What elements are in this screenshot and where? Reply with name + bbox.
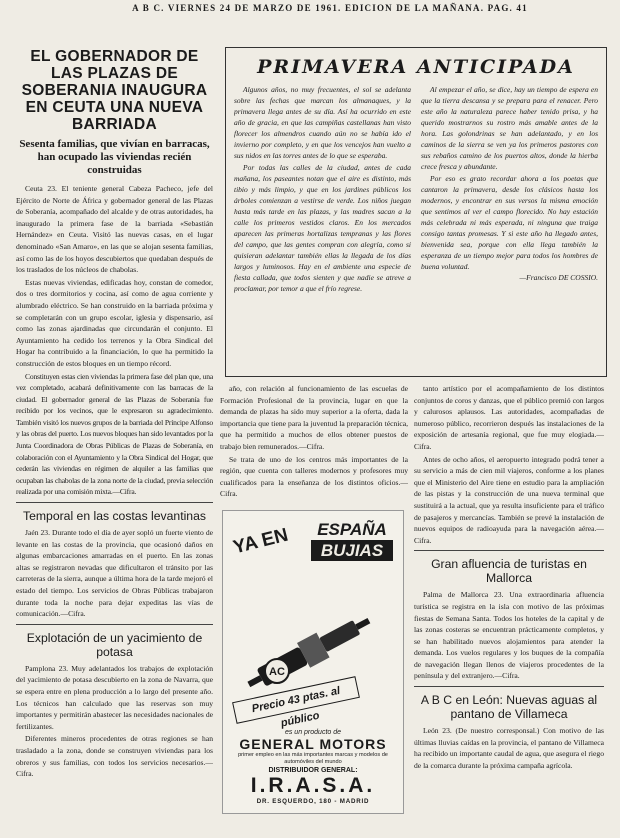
ad-plug-brand: AC xyxy=(269,665,285,678)
page-masthead: A B C. VIERNES 24 DE MARZO DE 1961. EDICION DE LA MAÑANA. PAG. 41 xyxy=(132,3,528,13)
feature-title: PRIMAVERA ANTICIPADA xyxy=(257,56,575,78)
article-headline: Explotación de un yacimiento de potasa xyxy=(26,630,203,659)
article-paragraph: León 23. (De nuestro corresponsal.) Con motivo de las últimas lluvias caídas en la provincia, el pantano de Villameca ha recibido un importante caudal de agua, que asegura el riego de la comarca durante la próxima campaña agrícola. xyxy=(414,726,604,770)
ad-distributor-name: I.R.A.S.A. xyxy=(250,773,376,797)
article-paragraph: año, con relación al funcionamiento de las escuelas de Formación Profesional de la provincia, lugar en que la demanda de plazas ha sido muy superior a la oferta, dada la importancia que tiene para la juventud la preparación técnica, que ha permitido a muchos de ellos obtener puestos de trabajo bien remunerados.—Cifra. xyxy=(220,384,408,451)
article-headline: Temporal en las costas levantinas xyxy=(23,509,206,524)
spark-plug-advertisement xyxy=(222,510,404,814)
ad-header xyxy=(229,517,397,609)
article-headline: Gran afluencia de turistas en Mallorca xyxy=(431,557,587,586)
article-paragraph: Diferentes mineros procedentes de otras regiones se han trasladado a la zona, donde se construyen viviendas para los obreros y sus familias, con todos los servicios necesarios.—Cifra. xyxy=(16,734,213,779)
feature-column-left xyxy=(234,84,411,366)
ad-product-of: es un producto de xyxy=(284,728,342,736)
column-divider xyxy=(16,502,213,503)
feature-box xyxy=(225,47,607,377)
article-paragraph: tanto artístico por el acompañamiento de los distintos conjuntos de coros y danzas, que el público premió con largos y calurosos aplausos. Las autoridades, acompañadas de numeroso público, recorrieron después las instalaciones de la exposición de artesanía regional, que fue muy elogiada.—Cifra. xyxy=(414,384,604,451)
article-paragraph: Jaén 23. Durante todo el día de ayer sopló un fuerte viento de levante en las costas de la provincia, que ocasionó daños en algunas embarcaciones amarradas en el puerto. En las zonas altas se registraron nevadas que dificultaron el tránsito por las carreteras de la sierra, aunque a última hora de la tarde mejoró el estado del tiempo. Los servicios de Obras Públicas trabajaron durante toda la noche para dejar expeditas las vías de comunicación.—Cifra. xyxy=(16,528,213,619)
ad-address: DR. ESQUERDO, 180 - MADRID xyxy=(256,797,370,805)
feature-paragraph: Por todas las calles de la ciudad, antes de cada mañana, los paseantes notan que el aire es distinto, más tibio y más limpio, y que en los jardines públicos los árboles comienzan a vestirse de verde. Los niños juegan hasta más tarde en las plazas, y las madres sacan a la calle los primeros vestidos claros. En los mercados aparecen las primeras hortalizas tempranas y las flores del campo, que las gentes compran con alegría, como si quisieran adelantar también ellas la llegada de los días largos y luminosos. Hay en el ambiente una especie de fiesta callada, que todos sienten y que nadie se atreve a proclamar, por temor a que el frío regrese. xyxy=(234,163,411,293)
article-paragraph: Se trata de uno de los centros más importantes de la región, que cuenta con talleres modernos y profesores muy cualificados para la enseñanza de los distintos oficios.—Cifra. xyxy=(220,454,408,499)
article-headline: A B C en León: Nuevas aguas al pantano de Villameca xyxy=(420,693,598,722)
article-paragraph: Estas nuevas viviendas, edificadas hoy, constan de comedor, dos o tres dormitorios y cocina, así como de agua corriente y alumbrado eléctrico. Se han construido en la barriada próxima y se completarán con un grupo escolar, iglesia y dispensario, así como las zonas ajardinadas que circundarán el conjunto. El Ayuntamiento ha cedido los terrenos y la Obra Sindical del Hogar ha contribuido a la financiación, lo que ha permitido la construcción de estos bloques en un tiempo récord. xyxy=(16,277,213,368)
column-divider xyxy=(16,624,213,625)
ad-footer xyxy=(223,729,403,805)
article-paragraph: Ceuta 23. El teniente general Cabeza Pacheco, jefe del Ejército de Norte de África y gobernador general de las Plazas de Soberanía, acompañado del alcalde y de otras autoridades, ha inaugurado la primera fase de la barriada «Sebastián Hernández» en Ceuta. Visitó las nuevas casas, en el lugar denominado «San Amaro», en las que se alojan sesenta familias, así como las de los hoyos descubiertos que quedaban después de los traslados de los núcleos de chabolas. xyxy=(16,184,213,275)
ad-espana-block xyxy=(311,519,393,561)
ad-tagline: primer empleo en las más importantes marcas y modelos de automóviles del mundo xyxy=(238,751,388,765)
article-paragraph: Pamplona 23. Muy adelantados los trabajos de explotación del yacimiento de potasa descubierto en la zona de Navarra, que se espera entre en plena producción a lo largo del presente año. Los técnicos han calculado que las reservas son muy importantes y permitirán abastecer las necesidades nacionales de fertilizantes. xyxy=(16,663,213,731)
column-divider xyxy=(414,550,604,551)
ad-ya-en: YA EN xyxy=(231,524,291,559)
ad-espana: ESPAÑA xyxy=(317,519,387,539)
column-divider xyxy=(414,686,604,687)
feature-paragraph: Al empezar el año, se dice, hay un tiempo de espera en que la tierra descansa y se prepara para el renacer. Pero este año la naturaleza parece haber tenido prisa, y ha querido mostrarnos su rostro más amable antes de la hora. Las golondrinas se han adelantado, y en los caminos de la sierra se ven ya los primeros pastores con sus rebaños camino de los puertos altos, donde la hierba crece fresca y abundante. xyxy=(421,85,598,171)
ad-bujias: BUJIAS xyxy=(311,540,393,561)
feature-paragraph: Por eso es grato recordar ahora a los poetas que cantaron la primavera, desde los clásicos hasta los modernos, y encontrar en sus versos la misma emoción que sentimos al ver el campo florecido. No hay estación más celebrada ni más esperada, ni ninguna que traiga consigo tantas promesas. Y si este año ha llegado antes, bienvenida sea, porque con ella llega también la esperanza de un tiempo mejor para todos los hombres de buena voluntad. xyxy=(421,174,598,271)
ad-price-tag: Precio 43 ptas. al público xyxy=(232,676,360,724)
article-paragraph: Antes de ocho años, el aeropuerto integrado podrá tener a su servicio a más de cien mil viajeros, conforme a los planes que el Ministerio del Aire tiene en estudio para la ampliación de las pistas y la construcción de una nueva terminal que sustituirá a la actual, que ya resulta insuficiente para el tráfico de pasajeros y mercancías. También se prevé la instalación de nuevos equipos de radioayuda para la navegación aérea.—Cifra. xyxy=(414,454,604,545)
feature-signature: —Francisco DE COSSIO. xyxy=(519,273,598,282)
ad-distributor-label: DISTRIBUIDOR GENERAL: xyxy=(268,766,358,774)
article-headline: EL GOBERNADOR DE LAS PLAZAS DE SOBERANIA INAUGURA EN CEUTA UNA NUEVA BARRIADA xyxy=(21,48,208,133)
ad-general-motors: GENERAL MOTORS xyxy=(239,735,387,752)
spark-plug-icon xyxy=(237,607,387,697)
feature-columns xyxy=(234,84,598,366)
article-paragraph: Palma de Mallorca 23. Una extraordinaria afluencia turística se registra en la isla con motivo de las próximas fiestas de Semana Santa. Todos los hoteles de la capital y de las zonas costeras se encuentran prácticamente completos, y se han habilitado nuevos alojamientos para atender la demanda. Los vuelos regulares y los buques de la compañía de navegación llegan llenos de viajeros procedentes de la península y del extranjero.—Cifra. xyxy=(414,590,604,681)
article-paragraph: Constituyen estas cien viviendas la primera fase del plan que, una vez completado, acabará definitivamente con las barracas de la ciudad. El gobernador general de las Plazas de Soberanía fue recibido por los vecinos, que le expresaron su agradecimiento. También visitó los nuevos grupos de la barriada del Príncipe Alfonso y las obras del puerto. Los nuevos bloques han sido levantados por la Junta Coordinadora de Obras Públicas de Plazas de Soberanía, en colaboración con el Ayuntamiento y la Obra Sindical del Hogar, que cederán las viviendas en régimen de alquiler a las familias que ocupaban las chabolas de la zona norte de la ciudad, previa selección realizada por una comisión mixta.—Cifra. xyxy=(16,371,213,497)
article-subheadline: Sesenta familias, que vivían en barracas, han ocupado las viviendas recién construidas xyxy=(19,138,210,176)
left-column xyxy=(16,48,213,838)
feature-column-right xyxy=(421,84,598,366)
feature-paragraph: Algunos años, no muy frecuentes, el sol se adelanta sobre las fechas que marcan los almanaques, y la primavera llega antes de su día. Así ha ocurrido en este año de gracia, en que las campiñas castellanas han visto florecer los almendros cuando aún no se había ido el invierno por completo, y en que los vencejos han vuelto a sus nidos en las torres antes de lo que se esperaba. xyxy=(234,85,411,160)
middle-column xyxy=(220,383,408,838)
right-column xyxy=(414,383,604,838)
